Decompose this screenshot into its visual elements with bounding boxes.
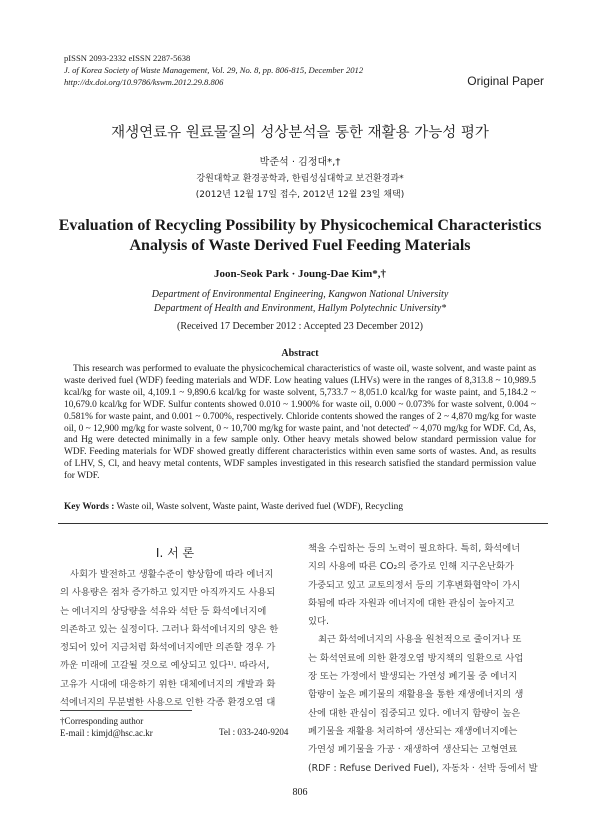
body-line: 책을 수립하는 등의 노력이 필요하다. 특히, 화석에너: [308, 543, 521, 554]
body-line: 함량이 높은 폐기물의 재활용을 통한 재생에너지의 생: [308, 689, 524, 701]
body-line: 는 화석연료에 의한 환경오염 방지책의 일환으로 사업: [308, 652, 524, 664]
korean-dates: (2012년 12월 17일 접수, 2012년 12월 23일 채택): [195, 190, 405, 200]
body-line: 장 또는 가정에서 발생되는 가연성 폐기물 중 에너지: [308, 671, 518, 683]
korean-title: 재생연료유 원료물질의 성상분석을 통한 재활용 가능성 평가: [111, 125, 489, 141]
journal-citation: J. of Korea Society of Waste Management, Vol. 29, No. 8, pp. 806-815, December 2012: [64, 65, 364, 75]
english-title-line-2: Analysis of Waste Derived Fuel Feeding Materials: [129, 237, 471, 254]
section-heading: I. 서 론: [155, 546, 195, 560]
body-line: 있다.: [308, 616, 329, 628]
right-column: [308, 540, 540, 778]
left-column: [60, 566, 290, 712]
footnote-rule: [60, 710, 192, 711]
english-affiliations: [0, 288, 600, 316]
english-title-line-1: Evaluation of Recycling Possibility by Physicochemical Characteristics: [58, 217, 542, 234]
keywords-label: Key Words :: [64, 502, 115, 512]
affiliation-2: Department of Health and Environment, Hallym Polytechnic University*: [153, 303, 447, 314]
divider: [58, 523, 548, 524]
body-line: 까운 미래에 고갈될 것으로 예상되고 있다¹⁾. 따라서,: [60, 660, 270, 672]
body-line: 지의 사용에 따른 CO₂의 증가로 인해 지구온난화가: [308, 561, 514, 573]
journal-header: [64, 52, 363, 88]
body-line: 최근 화석에너지의 사용을 원천적으로 줄이거나 또: [318, 634, 522, 646]
body-line: 폐기물을 재활용 처리하여 생산되는 재생에너지에는: [308, 725, 518, 737]
footnote: [60, 715, 153, 739]
korean-authors: 박준석 · 김정대*,†: [259, 157, 341, 168]
english-dates: (Received 17 December 2012 : Accepted 23 December 2012): [176, 321, 423, 332]
body-line: 는 에너지의 상당량을 석유와 석탄 등 화석에너지에: [60, 605, 267, 617]
affiliation-1: Department of Environmental Engineering, Kangwon National University: [151, 289, 449, 300]
english-authors: Joon-Seok Park · Joung-Dae Kim*,†: [213, 268, 387, 280]
body-line: 가중되고 있고 교토의정서 등의 기후변화협약이 가시: [308, 579, 521, 591]
abstract-text: This research was performed to evaluate the physicochemical characteristics of waste oil, waste solvent, and waste paint as waste derived fuel (WDF) feeding materials and WDF. Low heating values (LHVs) were in the ranges of 8,313.8 ~ 10,989.5 kcal/kg for waste oil, 4,109.1 ~ 9,890.6 kcal/kg for waste solvent, 5,733.7 ~ 8,051.0 kcal/kg for waste paint, and 5,184.2 ~ 10,679.0 kcal/kg for WDF. Sulfur contents showed 0.010 ~ 1.900% for waste oil, 0.000 ~ 0.073% for waste solvent, 0.004 ~ 0.581% for waste paint, and 0.001 ~ 0.700%, respectively. Chloride contents showed the ranges of 2 ~ 4,870 mg/kg for waste oil, 0 ~ 12,900 mg/kg for waste solvent, 0 ~ 10,700 mg/kg for waste paint, and 'not detected' ~ 4,070 mg/kg for WDF. Cd, As, and Hg were detected minimally in a few sample only. Other heavy metals showed below standard permission value for WDF. Feeding materials for WDF showed greatly different characteristics within even same sorts of wastes. And, as results of LHV, S, Cl, and heavy metal contents, WDF samples investigated in this research satisfied the standard permission value for WDF.: [64, 364, 536, 482]
body-line: 고유가 시대에 대응하기 위한 대체에너지의 개발과 화: [60, 678, 276, 690]
keywords-text: Waste oil, Waste solvent, Waste paint, Waste derived fuel (WDF), Recycling: [114, 502, 404, 512]
english-title: [0, 216, 600, 256]
body-line: 의존하고 있는 실정이다. 그러나 화석에너지의 양은 한: [60, 623, 279, 635]
body-line: (RDF : Refuse Derived Fuel), 자동차 · 선박 등에서 발: [308, 762, 538, 774]
article-type-badge: Original Paper: [467, 74, 544, 88]
author-email[interactable]: E-mail : kimjd@hsc.ac.kr: [60, 728, 153, 738]
body-line: 가연성 폐기물을 가공 · 재생하여 생산되는 고형연료: [308, 744, 518, 756]
body-line: 화됨에 따라 자원과 에너지에 대한 관심이 높아지고: [308, 597, 515, 609]
body-line: 산에 대한 관심이 집중되고 있다. 에너지 함량이 높은: [308, 707, 521, 719]
doi-link[interactable]: http://dx.doi.org/10.9786/kswm.2012.29.8.806: [64, 77, 224, 87]
keywords: [64, 502, 544, 512]
author-phone: Tel : 033-240-9204: [219, 727, 289, 737]
body-line: 의 사용량은 점차 증가하고 있지만 아직까지도 사용되: [60, 587, 276, 599]
body-line: 사회가 발전하고 생활수준이 향상함에 따라 에너지: [70, 569, 274, 580]
corresponding-author: †Corresponding author: [60, 716, 144, 726]
body-line: 석에너지의 무분별한 사용으로 인한 각종 환경오염 대: [60, 697, 276, 709]
korean-affiliation: 강원대학교 환경공학과, 한림성심대학교 보건환경과*: [196, 174, 404, 184]
abstract-heading: Abstract: [281, 348, 319, 359]
body-line: 정되어 있어 지금처럼 화석에너지에만 의존할 경우 가: [60, 642, 276, 654]
issn-line: pISSN 2093-2332 eISSN 2287-5638: [64, 53, 191, 63]
page-number: 806: [292, 787, 308, 798]
